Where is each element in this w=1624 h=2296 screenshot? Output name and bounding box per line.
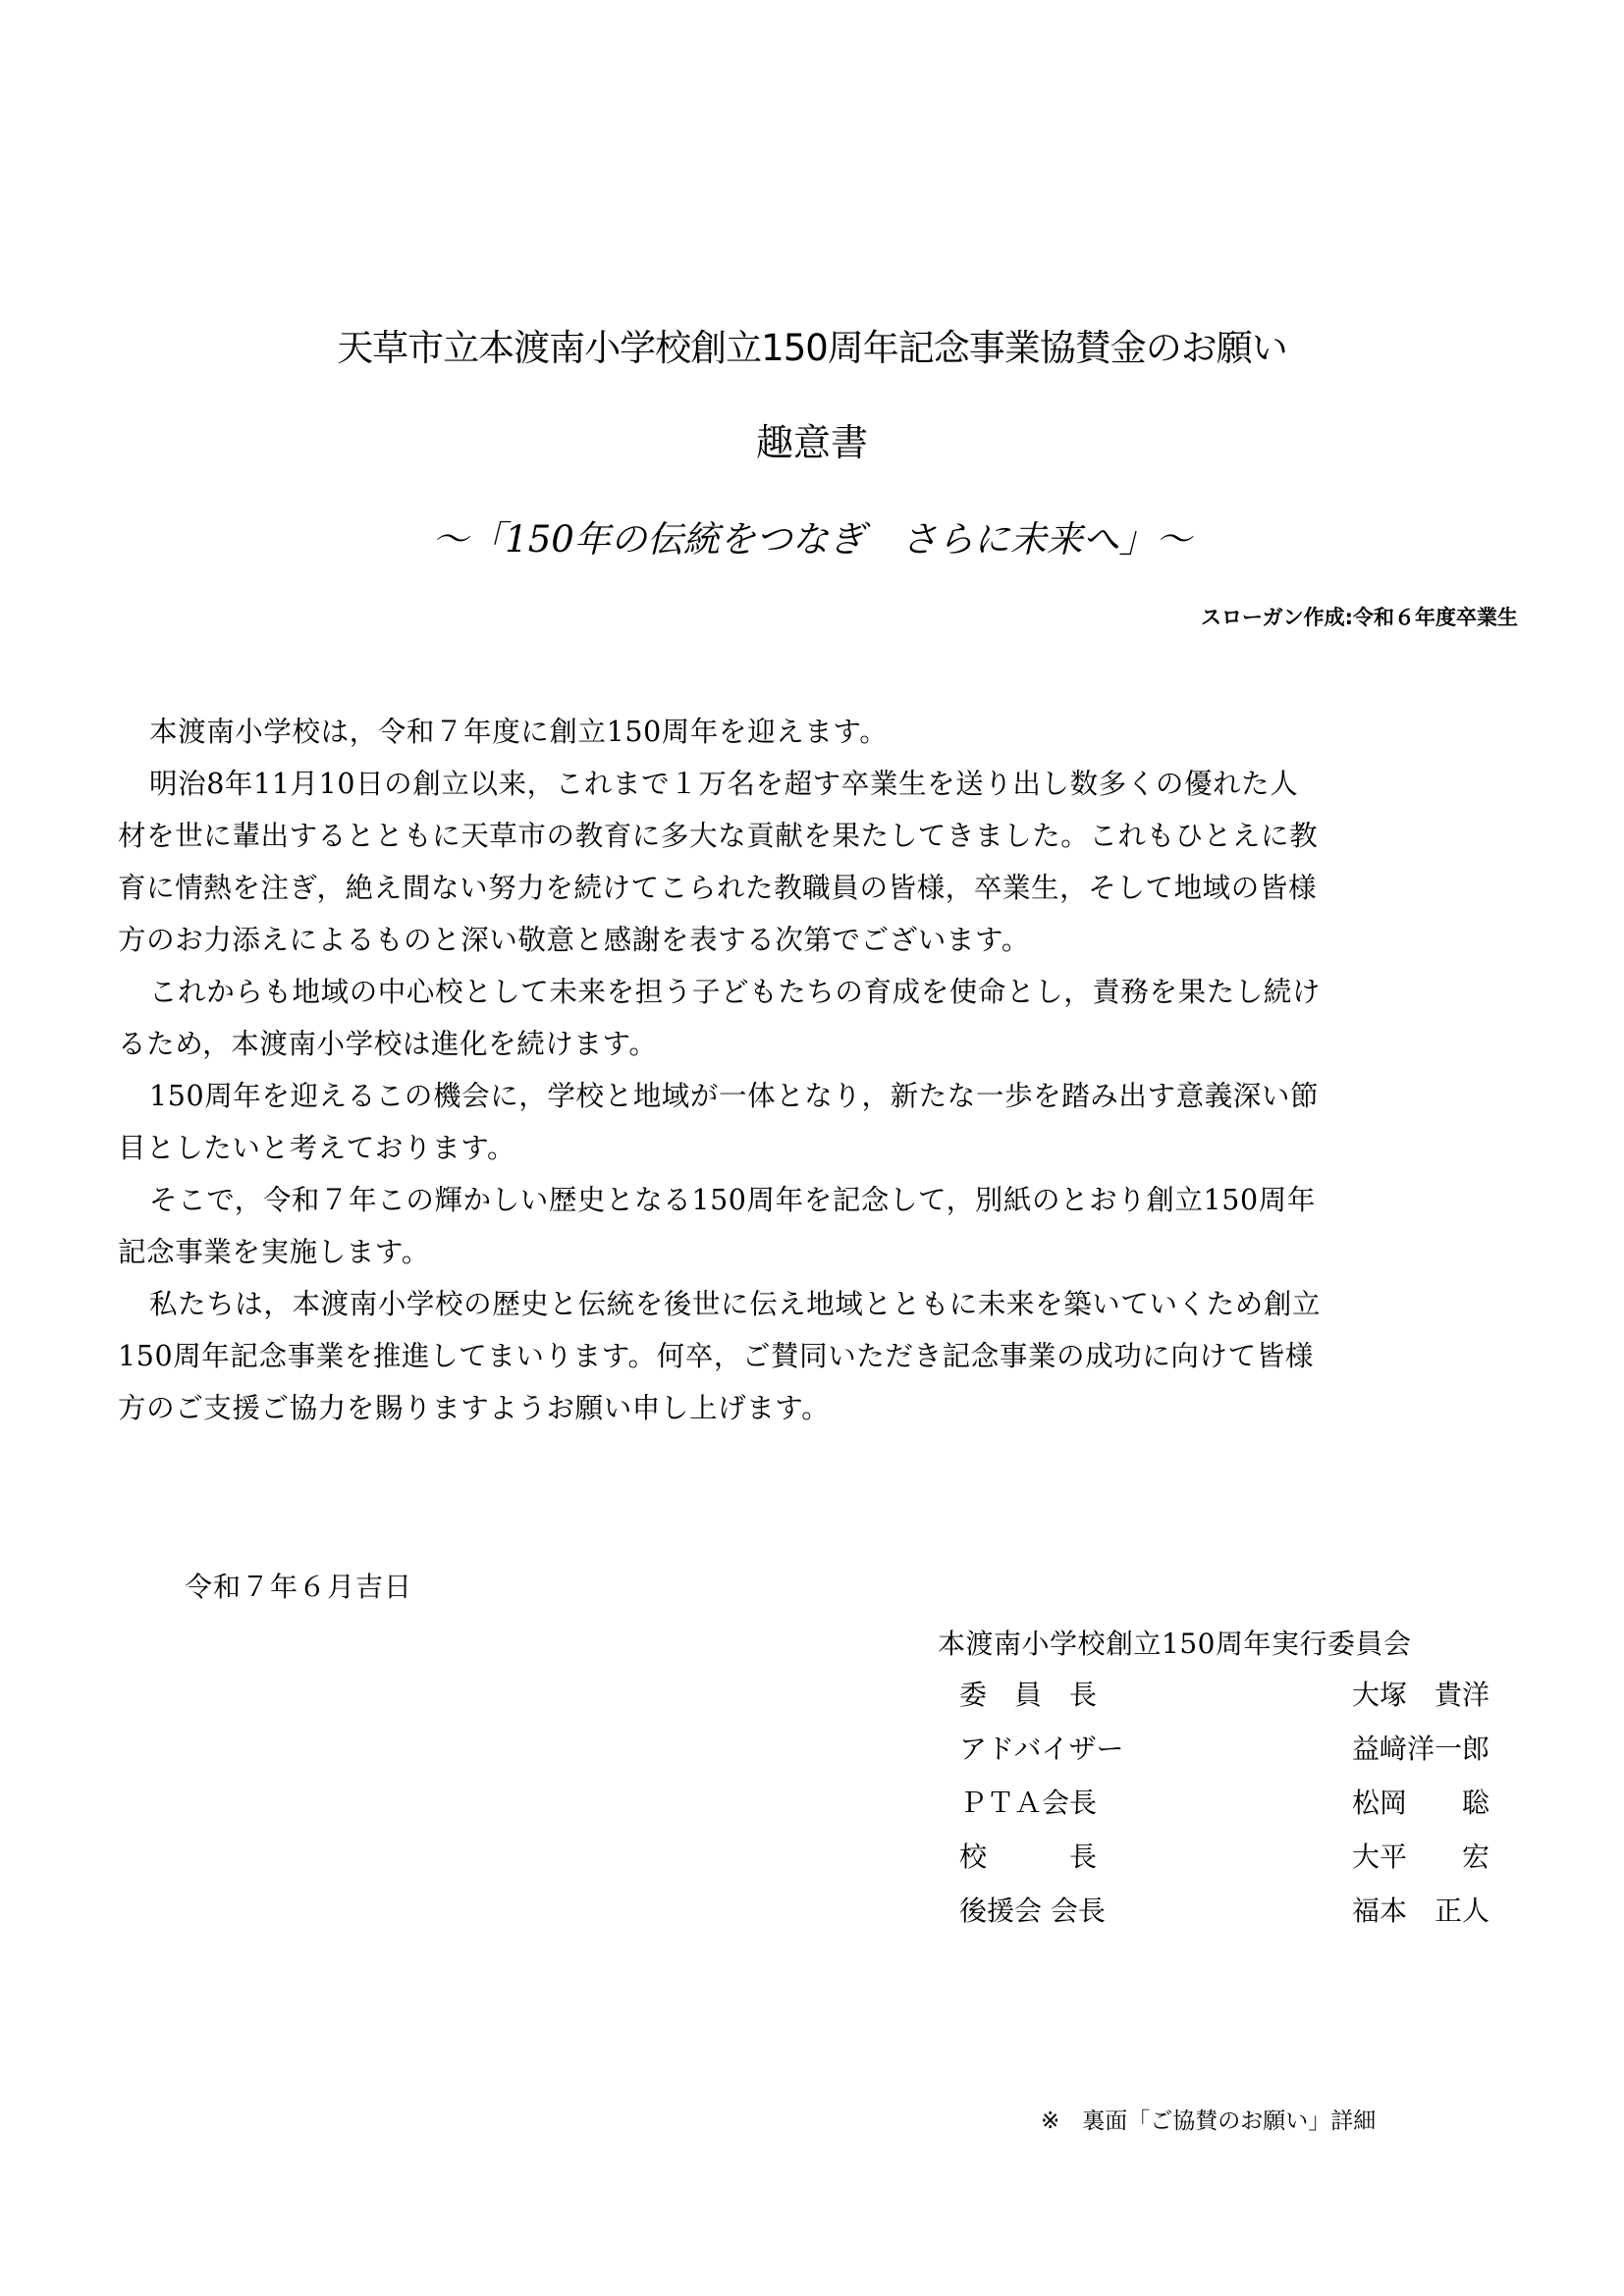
body-line: 育に情熱を注ぎ，絶え間ない努力を続けてこられた教職員の皆様，卒業生，そして地域の皆様 — [118, 872, 1318, 904]
body-line: 本渡南小学校は，令和７年度に創立150周年を迎えます。 — [149, 716, 889, 748]
committee-member — [938, 1676, 1527, 1730]
member-name: 益﨑洋一郎 — [1352, 1733, 1490, 1765]
footnote: ※ 裏面「ご協賛のお願い」詳細 — [1041, 2109, 1377, 2134]
committee-member — [938, 1784, 1527, 1838]
body-line: るため，本渡南小学校は進化を続けます。 — [118, 1028, 658, 1060]
member-name: 福本 正人 — [1352, 1895, 1490, 1927]
body-line: 150周年を迎えるこの機会に，学校と地域が一体となり，新たな一歩を踏み出す意義深い節 — [149, 1080, 1320, 1112]
body-line: これからも地域の中心校として未来を担う子どもたちの育成を使命とし，責務を果たし続け — [149, 976, 1322, 1008]
body-line: 方のお力添えによるものと深い敬意と感謝を表する次第でございます。 — [118, 924, 1030, 956]
member-role: 校 長 — [959, 1841, 1098, 1873]
body-line: 明治8年11月10日の創立以来，これまで１万名を超す卒業生を送り出し数多くの優れた人 — [149, 768, 1299, 800]
body-line: 方のご支援ご協力を賜りますようお願い申し上げます。 — [118, 1392, 831, 1424]
committee-name: 本渡南小学校創立150周年実行委員会 — [938, 1628, 1412, 1660]
body-line: 私たちは，本渡南小学校の歴史と伝統を後世に伝え地域とともに未来を築いていくため創立 — [149, 1288, 1322, 1320]
slogan-credit: スローガン作成:令和６年度卒業生 — [1201, 606, 1518, 629]
member-name: 松岡 聡 — [1352, 1787, 1490, 1819]
member-name: 大平 宏 — [1352, 1841, 1490, 1873]
committee-member — [938, 1730, 1527, 1784]
member-role: ＰＴＡ会長 — [959, 1787, 1098, 1819]
body-line: 材を世に輩出するとともに天草市の教育に多大な貢献を果たしてきました。これもひとえに教 — [118, 820, 1319, 852]
body-text — [118, 711, 1512, 1439]
body-line: 目としたいと考えております。 — [118, 1132, 516, 1164]
member-role: 後援会 会長 — [959, 1895, 1106, 1927]
member-role: アドバイザー — [959, 1733, 1124, 1765]
member-name: 大塚 貴洋 — [1352, 1679, 1490, 1711]
document-title: 天草市立本渡南小学校創立150周年記念事業協賛金のお願い — [337, 327, 1287, 369]
member-role: 委 員 長 — [959, 1679, 1098, 1711]
body-line: 150周年記念事業を推進してまいります。何卒，ご賛同いただき記念事業の成功に向けて皆様 — [118, 1340, 1314, 1372]
body-line: 記念事業を実施します。 — [118, 1236, 430, 1268]
slogan: ～「150年の伝統をつなぎ さらに未来へ」～ — [432, 518, 1192, 561]
document-subtitle: 趣意書 — [755, 421, 868, 464]
committee-block — [938, 1625, 1527, 1946]
body-line: そこで，令和７年この輝かしい歴史となる150周年を記念して，別紙のとおり創立150周年 — [149, 1184, 1316, 1216]
committee-member — [938, 1838, 1527, 1892]
committee-member — [938, 1892, 1527, 1946]
document-date: 令和７年６月吉日 — [185, 1571, 413, 1603]
